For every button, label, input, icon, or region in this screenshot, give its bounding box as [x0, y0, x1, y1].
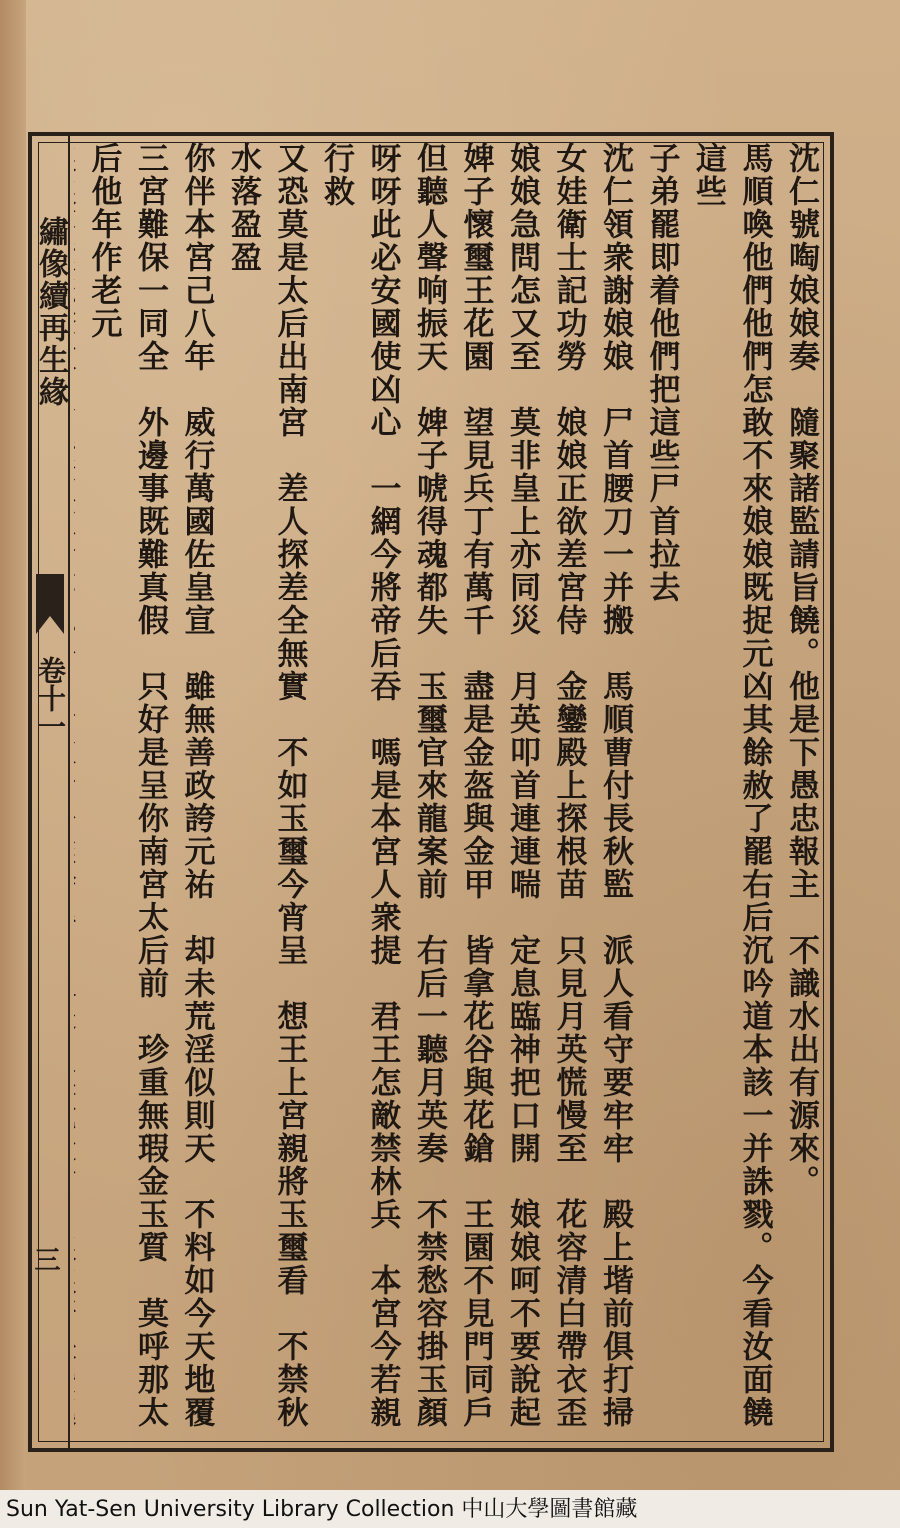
text-column: 你伴本宮己八年 威行萬國佐皇宣 雖無善政誇元祐 却未荒淫似則天 不料如今天地覆	[178, 142, 215, 1429]
text-frame	[28, 132, 834, 1452]
volume-label: 卷十一	[34, 656, 67, 740]
main-text	[74, 142, 824, 1432]
text-column: 沈仁號啕娘娘奏 隨聚諸監請旨饒。他是下愚忠報主 不識水出有源來。	[783, 142, 819, 1198]
text-column: 三宮難保一同全 外邊事既難真假 只好是呈你南宮太后前 珍重無瑕金玉質 莫呼那太后他年作老元	[85, 142, 168, 1429]
block-column	[32, 136, 70, 1448]
library-credit: Sun Yat-Sen University Library Collection 中山大學圖書館藏	[6, 1497, 638, 1522]
folio-number: 三	[30, 1246, 60, 1272]
text-column: 娘娘急問怎又至 莫非皇上亦同災 月英叩首連連喘 定息臨神把口開 娘娘呵不要說起	[504, 142, 540, 1429]
text-column: 呀呀此必安國使凶心 一網今將帝后吞 嗎是本宮人衆提 君王怎敵禁林兵 本宮今若親行救	[318, 142, 401, 1429]
text-column: 沈仁領衆謝娘娘 尸首腰刀一并搬 馬順曹付長秋監 派人看守要牢牢 殿上堦前俱打掃	[597, 142, 633, 1429]
text-column: 又恐莫是太后出南宮 差人探差全無實 不如玉璽今宵呈 想王上宮親將玉璽看 不禁秋水落盈盈	[225, 142, 308, 1429]
footer-bar	[0, 1490, 900, 1528]
text-column: 子弟罷即着他們把這些尸首拉去	[643, 142, 680, 604]
fish-tail-ornament	[36, 574, 64, 634]
text-column: 婢子懷璽王花園 望見兵丁有萬千 盡是金盔與金甲 皆拿花谷與花鎗 王園不見門同戶	[457, 142, 494, 1429]
text-column	[74, 142, 80, 1432]
book-title: 繡像續再生緣	[33, 216, 68, 408]
text-column: 馬順喚他們他們怎敢不來娘娘既捉元凶其餘赦了罷右后沉吟道本該一并誅戮。今看汝面饒這些	[690, 142, 773, 1429]
text-column: 女娃衛士記功勞 娘娘正欲差宮侍 金鑾殿上探根苗 只見月英慌慢至 花容清白帶衣歪	[550, 142, 587, 1429]
text-column: 但聽人聲响振天 婢子唬得魂都失 玉璽官來龍案前 右后一聽月英奏 不禁愁容掛玉顏	[411, 142, 447, 1429]
page-edge	[0, 0, 26, 1490]
